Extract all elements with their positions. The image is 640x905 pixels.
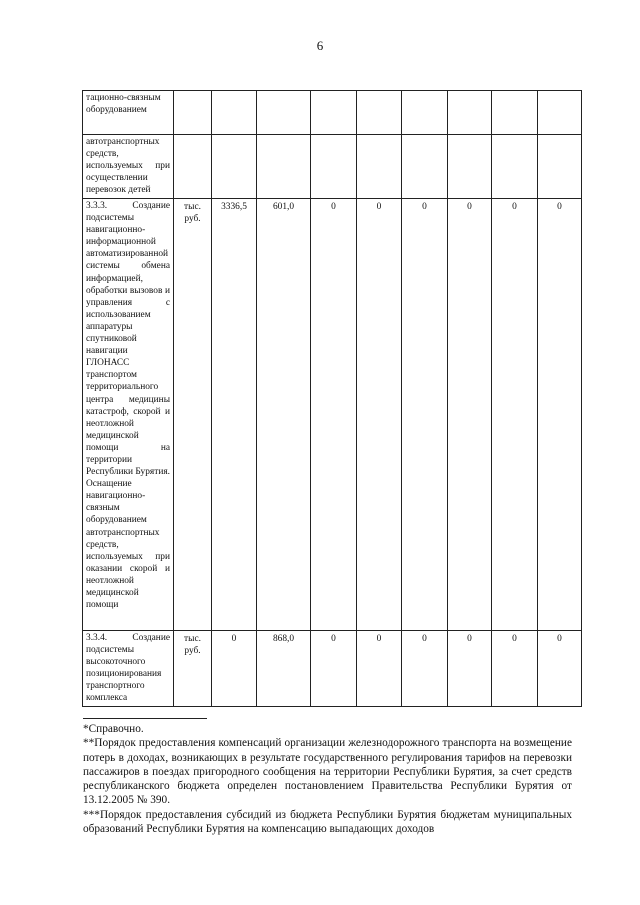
- row-value: 0: [538, 631, 582, 707]
- row-description: тационно-связным оборудованием: [83, 91, 174, 135]
- footnote-divider: [83, 718, 207, 719]
- row-value: [402, 91, 448, 135]
- row-value: [212, 91, 257, 135]
- row-value: 0: [402, 631, 448, 707]
- row-value: [257, 135, 311, 199]
- row-unit: тыс. руб.: [174, 199, 212, 631]
- row-value: 0: [311, 631, 357, 707]
- footnote-railway-compensation: **Порядок предоставления компенсаций организации железнодорожного транспорта на возмещение потерь в доходах, возникающих в результате государственного регулирования тарифов на перевозки пассажиров в поездах пригородного сообщения на территории Республики Бурятия, за счет средств республиканского бюджета определен постановлением Правительства Республики Бурятия от 13.12.2005 № 390.: [83, 737, 572, 807]
- program-table: [82, 90, 582, 707]
- row-value: 601,0: [257, 199, 311, 631]
- table-row: [83, 91, 582, 135]
- row-unit: [174, 91, 212, 135]
- row-value: 0: [492, 631, 538, 707]
- row-value: [357, 91, 402, 135]
- row-value: 0: [311, 199, 357, 631]
- row-value: 0: [448, 199, 492, 631]
- table-row: [83, 631, 582, 707]
- row-value: [492, 91, 538, 135]
- row-value: [357, 135, 402, 199]
- row-unit: [174, 135, 212, 199]
- row-value: [212, 135, 257, 199]
- row-value: 0: [448, 631, 492, 707]
- row-value: 0: [357, 199, 402, 631]
- row-value: [538, 91, 582, 135]
- row-value: [257, 91, 311, 135]
- page-number: 6: [316, 38, 324, 53]
- footnote-municipal-subsidies: ***Порядок предоставления субсидий из бюджета Республики Бурятия бюджетам муниципальных образований Республики Бурятия на компенсацию выпадающих доходов: [83, 808, 572, 836]
- row-value: [448, 135, 492, 199]
- row-value: [311, 135, 357, 199]
- row-description: 3.3.4. Создание подсистемы высокоточного позиционирования транспортного комплекса: [83, 631, 174, 707]
- row-value: 0: [402, 199, 448, 631]
- row-value: 0: [212, 631, 257, 707]
- footnote-reference-note: *Справочно.: [83, 723, 144, 735]
- row-value: [311, 91, 357, 135]
- row-description: автотранспортных средств, используемых при осуществлении перевозок детей: [83, 135, 174, 199]
- footnotes: [83, 718, 572, 836]
- row-description: 3.3.3. Создание подсистемы навигационно-информационной автоматизированной системы обмена информацией, обработки вызовов и управления с использованием аппаратуры спутниковой навигации ГЛОНАСС транспортом территориального центра медицины катастроф, скорой и неотложной медицинской помощи на территории Республики Бурятия. Оснащение навигационно-связным оборудованием автотранспортных средств, используемых при оказании скорой и неотложной медицинской помощи: [83, 199, 174, 631]
- row-unit: тыс. руб.: [174, 631, 212, 707]
- row-value: [538, 135, 582, 199]
- row-value: 0: [538, 199, 582, 631]
- row-value: [448, 91, 492, 135]
- row-value: [402, 135, 448, 199]
- table-row: [83, 199, 582, 631]
- row-value: 0: [492, 199, 538, 631]
- row-value: 868,0: [257, 631, 311, 707]
- row-value: 3336,5: [212, 199, 257, 631]
- table-row: [83, 135, 582, 199]
- row-value: [492, 135, 538, 199]
- row-value: 0: [357, 631, 402, 707]
